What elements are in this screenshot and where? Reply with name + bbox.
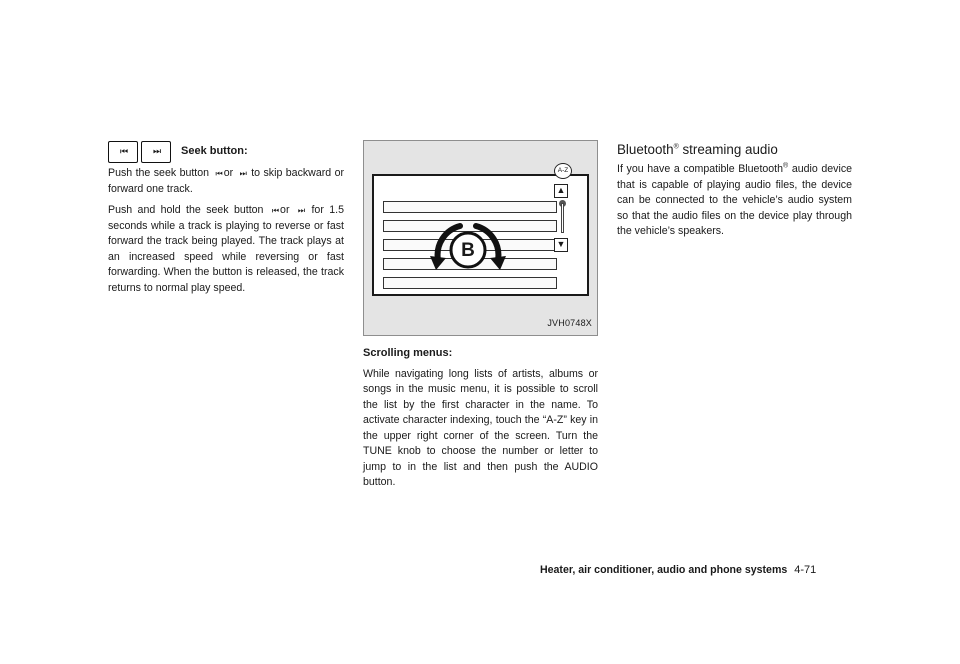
footer-section-title: Heater, air conditioner, audio and phone systems bbox=[540, 564, 788, 576]
body-text-b: audio device that is capable of playing audio files, the device can be connected to the vehicle’s audio system so that the audio files on the device play through the vehicle’s speakers. bbox=[617, 163, 853, 237]
scrollbar-track bbox=[561, 203, 564, 233]
seek-p2-text-b: for 1.5 seconds while a track is playing to reverse or fast forward the track being played. The track plays at an increased speed while reversing or fast forwarding. When the button is released, the track returns to normal play speed. bbox=[108, 204, 344, 294]
seek-p2-or: or bbox=[280, 204, 290, 216]
knob-label-b: B bbox=[461, 240, 475, 262]
scroll-down-icon: ▼ bbox=[554, 238, 568, 252]
seek-paragraph-2 bbox=[108, 203, 344, 296]
title-text-a: Bluetooth bbox=[617, 142, 674, 157]
figure-code: JVH0748X bbox=[547, 317, 592, 328]
seek-p2-text-a: Push and hold the seek button bbox=[108, 204, 264, 216]
seek-paragraph-1 bbox=[108, 166, 344, 197]
bluetooth-streaming-section bbox=[617, 140, 852, 246]
list-row bbox=[383, 201, 557, 213]
seek-p1-text-a: Push the seek button bbox=[108, 167, 210, 179]
scrolling-menu-figure bbox=[363, 140, 598, 336]
bluetooth-streaming-title bbox=[617, 142, 852, 158]
a-z-key: A-Z bbox=[554, 163, 572, 179]
registered-mark: ® bbox=[673, 143, 679, 151]
seek-forward-inline-icon: ⏭ bbox=[239, 169, 245, 178]
seek-p1-or: or bbox=[223, 167, 234, 179]
list-row bbox=[383, 277, 557, 289]
scrolling-menus-heading: Scrolling menus: bbox=[363, 347, 453, 359]
seek-heading: Seek button: bbox=[181, 145, 248, 158]
scrolling-menus-section bbox=[363, 140, 598, 497]
seek-button-section bbox=[108, 141, 344, 302]
seek-p1-text-b: to skip backward or forward one track. bbox=[108, 167, 344, 195]
body-text-a: If you have a compatible Bluetooth bbox=[617, 163, 784, 175]
scrolling-menus-body: While navigating long lists of artists, albums or songs in the music menu, it is possible to scroll the list by the first character in the name. To activate character indexing, touch the “A-Z” key in the upper right corner of the screen. Turn the TUNE knob to choose the number or letter to jump to in the list and then push the AUDIO button. bbox=[363, 367, 598, 488]
seek-back-inline-icon: ⏮ bbox=[215, 169, 221, 178]
seek-back-icon: ⏮ bbox=[108, 141, 138, 163]
page-number: 4-71 bbox=[794, 564, 817, 576]
page-footer bbox=[540, 564, 816, 576]
registered-mark: ® bbox=[783, 162, 789, 170]
title-text-b: streaming audio bbox=[678, 142, 778, 157]
bluetooth-streaming-body bbox=[617, 162, 852, 240]
scroll-up-icon: ▲ bbox=[554, 184, 568, 198]
seek-forward-icon: ⏭ bbox=[141, 141, 171, 163]
seek-heading-row bbox=[108, 141, 344, 163]
seek-forward-inline-icon: ⏭ bbox=[297, 206, 304, 215]
seek-back-inline-icon: ⏮ bbox=[271, 206, 278, 215]
